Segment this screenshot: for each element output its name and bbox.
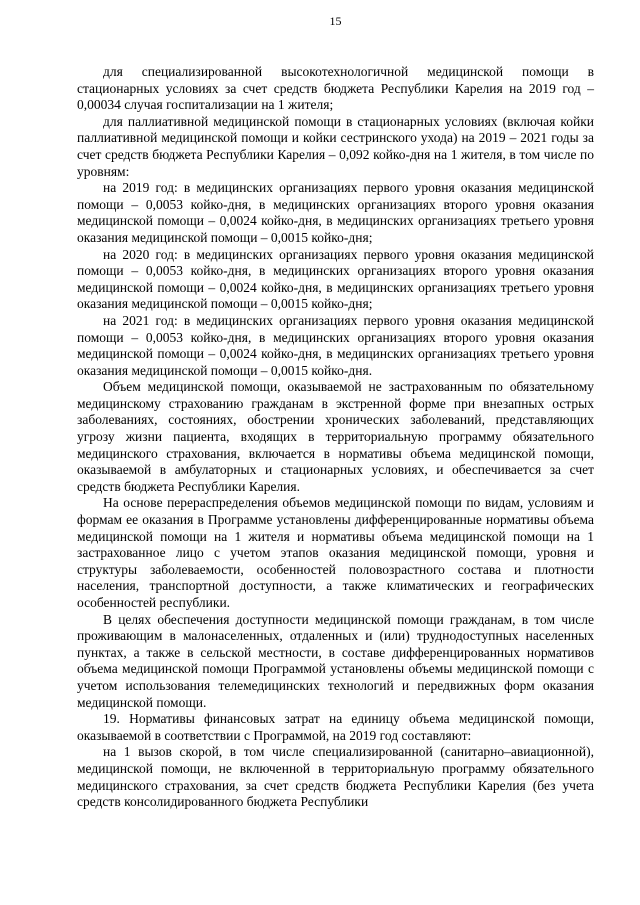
paragraph-ambulance-call: на 1 вызов скорой, в том числе специализированной (санитарно–авиационной), медицинской помощи, не включенной в территориальную программу обязательного медицинского страхования, за счет средств бюджета Республики Карелия (без учета средств консолидированного бюджета Республики [77,744,594,810]
paragraph-palliative-care: для паллиативной медицинской помощи в стационарных условиях (включая койки паллиативной медицинской помощи и койки сестринского ухода) на 2019 – 2021 годы за счет средств бюджета Республики Карелия – 0,092 койко-дня на 1 жителя, в том числе по уровням: [77,113,594,179]
paragraph-hightech-care: для специализированной высокотехнологичной медицинской помощи в стационарных условиях за счет средств бюджета Республики Карелия на 2019 год – 0,00034 случая госпитализации на 1 жителя; [77,64,594,113]
page-number: 15 [329,14,342,28]
paragraph-redistribution: На основе перераспределения объемов медицинской помощи по видам, условиям и формам ее оказания в Программе установлены дифференцированные нормативы объема медицинской помощи на 1 жителя и нормативы объема медицинской помощи на 1 застрахованное лицо с учетом этапов оказания медицинской помощи, уровня и структуры заболеваемости, особенностей половозрастного состава и плотности населения, транспортной доступности, а также климатических и географических особенностей республики. [77,495,594,610]
paragraph-year-2020: на 2020 год: в медицинских организациях первого уровня оказания медицинской помощи – 0,0053 койко-дня, в медицинских организациях второго уровня оказания медицинской помощи – 0,0024 койко-дня, в медицинских организациях третьего уровня оказания медицинской помощи – 0,0015 койко-дня; [77,246,594,312]
paragraph-uninsured-emergency: Объем медицинской помощи, оказываемой не застрахованным по обязательному медицинскому страхованию гражданам в экстренной форме при внезапных острых заболеваниях, состояниях, обострении хронических заболеваний, представляющих угрозу жизни пациента, входящих в территориальную программу обязательного медицинского страхования, включается в нормативы объема медицинской помощи, оказываемой в амбулаторных и стационарных условиях, и обеспечивается за счет средств бюджета Республики Карелия. [77,379,594,494]
paragraph-year-2021: на 2021 год: в медицинских организациях первого уровня оказания медицинской помощи – 0,0053 койко-дня, в медицинских организациях второго уровня оказания медицинской помощи – 0,0024 койко-дня, в медицинских организациях третьего уровня оказания медицинской помощи – 0,0015 койко-дня. [77,312,594,378]
paragraph-section-19: 19. Нормативы финансовых затрат на единицу объема медицинской помощи, оказываемой в соответствии с Программой, на 2019 год составляют: [77,711,594,743]
paragraph-accessibility: В целях обеспечения доступности медицинской помощи гражданам, в том числе проживающим в малонаселенных, отдаленных и (или) труднодоступных населенных пунктах, а также в сельской местности, в составе дифференцированных нормативов объема медицинской помощи Программой установлены объемы медицинской помощи с учетом использования телемедицинских технологий и передвижных форм оказания медицинской помощи. [77,611,594,710]
document-body [77,64,594,811]
paragraph-year-2019: на 2019 год: в медицинских организациях первого уровня оказания медицинской помощи – 0,0053 койко-дня, в медицинских организациях второго уровня оказания медицинской помощи – 0,0024 койко-дня, в медицинских организациях третьего уровня оказания медицинской помощи – 0,0015 койко-дня; [77,180,594,245]
